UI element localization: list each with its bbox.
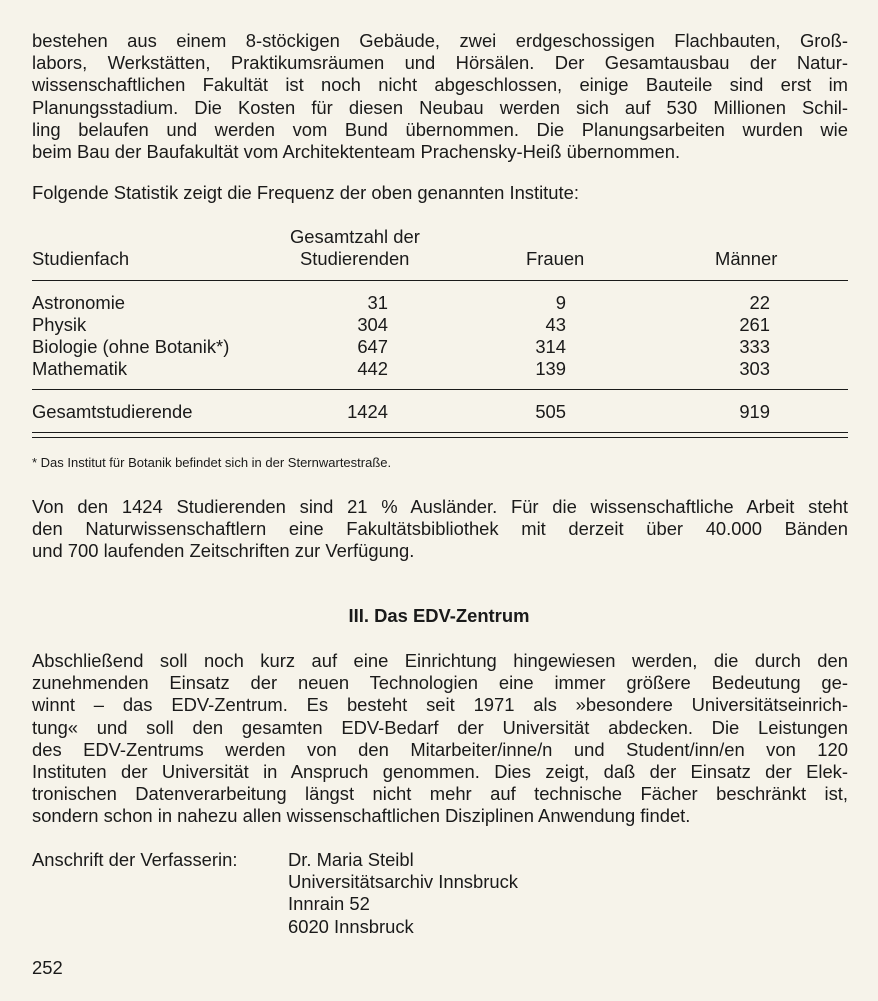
edv-paragraph <box>32 650 848 828</box>
text-line: des EDV-Zentrums werden von den Mitarbeiter/inne/n und Student/inn/en von 120 <box>32 738 848 760</box>
text-line: zunehmenden Einsatz der neuen Technologien eine immer größere Bedeutung ge- <box>32 672 848 694</box>
text-line: labors, Werkstätten, Praktikumsräumen und Hörsälen. Der Gesamtausbau der Natur- <box>32 52 848 74</box>
cell-men: 919 <box>739 401 770 422</box>
address-line: Dr. Maria Steibl <box>288 849 414 870</box>
table-row <box>32 336 848 358</box>
text-line: und 700 laufenden Zeitschriften zur Verfügung. <box>32 540 415 562</box>
cell-women: 314 <box>535 336 566 357</box>
cell-subject: Astronomie <box>32 292 126 313</box>
header-men: Männer <box>715 248 778 269</box>
cell-subject: Biologie (ohne Botanik*) <box>32 336 230 357</box>
cell-women: 43 <box>545 314 566 335</box>
table-footnote: * Das Institut für Botanik befindet sich in der Sternwartestraße. <box>32 455 392 470</box>
text-line: beim Bau der Baufakultät vom Architektenteam Prachensky-Heiß übernommen. <box>32 141 681 163</box>
page-number: 252 <box>32 957 63 978</box>
text-line: tronischen Datenverarbeitung längst nicht mehr auf technische Fächer beschränkt ist, <box>32 783 848 805</box>
cell-men: 261 <box>739 314 770 335</box>
cell-subject: Gesamtstudierende <box>32 401 193 422</box>
cell-men: 333 <box>739 336 770 357</box>
cell-subject: Mathematik <box>32 358 128 379</box>
cell-men: 303 <box>739 358 770 379</box>
table-row <box>32 358 848 380</box>
cell-subject: Physik <box>32 314 87 335</box>
cell-total: 442 <box>357 358 388 379</box>
address-line: Universitätsarchiv Innsbruck <box>288 871 518 893</box>
text-line: winnt – das EDV-Zentrum. Es besteht seit 1971 als »besondere Universitätseinrich- <box>32 694 848 716</box>
text-line: Abschließend soll noch kurz auf eine Einrichtung hingewiesen werden, die durch den <box>32 650 848 671</box>
address-block <box>288 849 518 938</box>
text-line: ling belaufen und werden vom Bund übernommen. Die Planungsarbeiten wurden wie <box>32 118 848 140</box>
text-line: tung« und soll den gesamten EDV-Bedarf der Universität abdecken. Die Leistungen <box>32 716 848 738</box>
text-line: sondern schon in nahezu allen wissenschaftlichen Disziplinen Anwendung findet. <box>32 805 691 827</box>
text-line: wissenschaftlichen Fakultät ist noch nicht abgeschlossen, einige Bauteile sind erst im <box>32 74 848 96</box>
address-line: Innrain 52 <box>288 893 370 915</box>
table-rule-bottom-2 <box>32 437 848 438</box>
cell-total: 1424 <box>347 401 388 422</box>
cell-total: 647 <box>357 336 388 357</box>
intro-paragraph <box>32 30 848 163</box>
section-heading: III. Das EDV-Zentrum <box>348 605 530 626</box>
text-line: Planungsstadium. Die Kosten für diesen Neubau werden sich auf 530 Millionen Schil- <box>32 96 848 118</box>
foreign-students-paragraph <box>32 496 848 563</box>
text-line: Von den 1424 Studierenden sind 21 % Ausländer. Für die wissenschaftliche Arbeit steht <box>32 496 848 517</box>
address-line: 6020 Innsbruck <box>288 915 414 937</box>
table-total-row <box>32 401 848 423</box>
header-total-line1: Gesamtzahl der <box>290 226 420 247</box>
header-total-line2: Studierenden <box>300 248 410 269</box>
text-line: Folgende Statistik zeigt die Frequenz der oben genannten Institute: <box>32 182 579 203</box>
table-rule-bottom-1 <box>32 432 848 433</box>
table-rule-middle <box>32 389 848 390</box>
cell-total: 304 <box>357 314 388 335</box>
header-women: Frauen <box>526 248 585 269</box>
table-rule-top <box>32 280 848 281</box>
text-line: den Naturwissenschaftlern eine Fakultätsbibliothek mit derzeit über 40.000 Bänden <box>32 518 848 540</box>
table-row <box>32 292 848 314</box>
text-line: bestehen aus einem 8-stöckigen Gebäude, zwei erdgeschossigen Flachbauten, Groß- <box>32 30 848 51</box>
cell-women: 139 <box>535 358 566 379</box>
table-row <box>32 314 848 336</box>
address-label: Anschrift der Verfasserin: <box>32 849 238 870</box>
statistics-intro <box>32 182 848 204</box>
cell-women: 9 <box>555 292 566 313</box>
cell-women: 505 <box>535 401 566 422</box>
cell-total: 31 <box>367 292 388 313</box>
header-subject: Studienfach <box>32 248 130 269</box>
cell-men: 22 <box>749 292 770 313</box>
text-line: Instituten der Universität in Anspruch genommen. Dies zeigt, daß der Einsatz der Elek- <box>32 761 848 783</box>
